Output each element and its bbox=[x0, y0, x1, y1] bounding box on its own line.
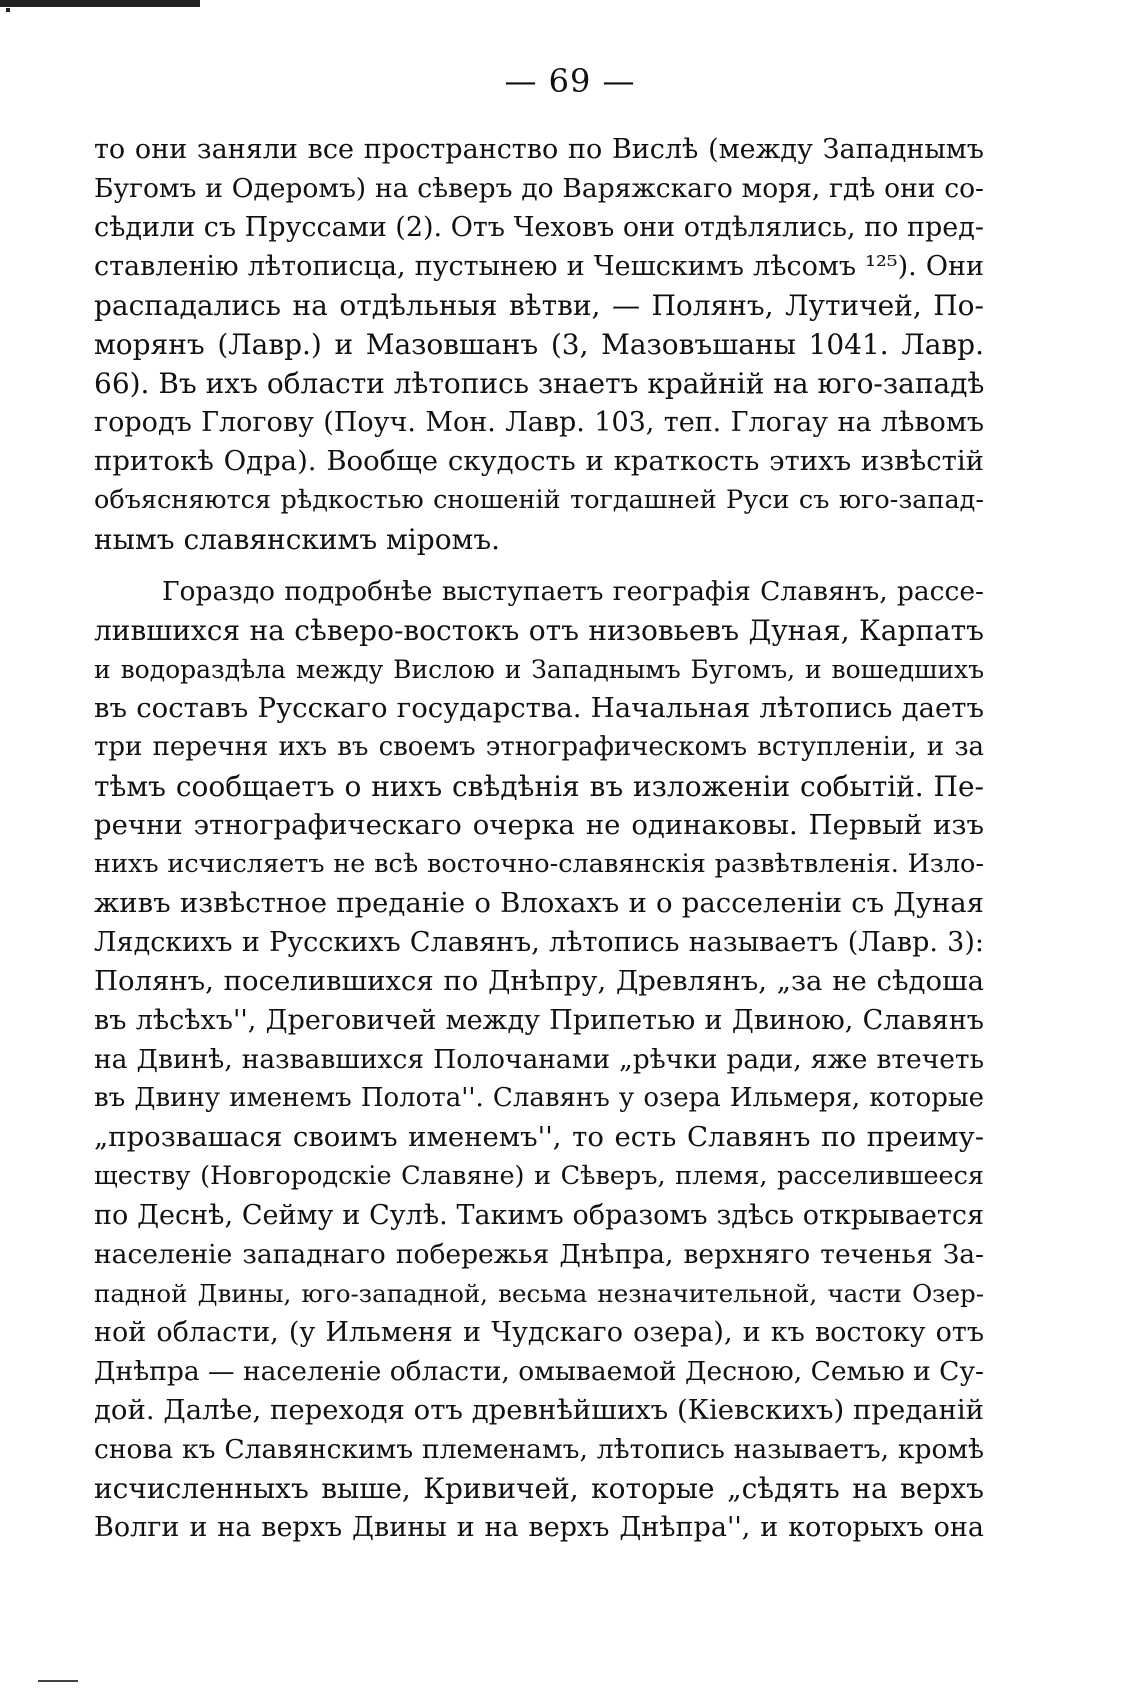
text-line: снова къ Славянскимъ племенамъ, лѣтопись называетъ, кромѣ bbox=[94, 1434, 984, 1465]
text-line: морянъ (Лавр.) и Мазовшанъ (3, Мазовъшаны 1041. Лавр. bbox=[94, 328, 984, 361]
text-line: исчисленныхъ выше, Кривичей, которые „сѣдять на верхъ bbox=[94, 1472, 984, 1505]
scan-edge-mark-bottom bbox=[38, 1680, 78, 1682]
text-line: и водораздѣла между Вислою и Западнымъ Бугомъ, и вошедшихъ bbox=[94, 655, 984, 684]
text-line: лившихся на сѣверо-востокъ отъ низовьевъ Дуная, Карпатъ bbox=[94, 614, 984, 647]
text-line: ной области, (у Ильменя и Чудскаго озера), и къ востоку отъ bbox=[94, 1317, 984, 1348]
text-line: „прозвашася своимъ именемъ'', то есть Славянъ по преиму- bbox=[94, 1121, 984, 1153]
page-number: — 69 — bbox=[504, 62, 636, 100]
text-line: притокѣ Одра). Вообще скудость и краткость этихъ извѣстій bbox=[94, 445, 984, 477]
text-line: сѣдили съ Пруссами (2). Отъ Чеховъ они отдѣлялись, по пред- bbox=[94, 212, 984, 243]
text-line: въ Двину именемъ Полота''. Славянъ у озера Ильмеря, которые bbox=[94, 1083, 984, 1113]
text-line: Полянъ, поселившихся по Днѣпру, Древлянъ, „за не сѣдоша bbox=[94, 965, 984, 997]
scan-speck bbox=[6, 8, 10, 12]
text-line: падной Двины, юго-западной, весьма незначительной, части Озер- bbox=[94, 1279, 984, 1308]
text-line: ставленію лѣтописца, пустынею и Чешскимъ лѣсомъ ¹²⁵). Они bbox=[94, 251, 984, 282]
text-line: речни этнографическаго очерка не одинаковы. Первый изъ bbox=[94, 809, 984, 841]
scan-edge-mark bbox=[0, 0, 200, 7]
text-line: 66). Въ ихъ области лѣтопись знаетъ крайній на юго-западѣ bbox=[94, 367, 984, 400]
text-line: Гораздо подробнѣе выступаетъ географія Славянъ, рассе- bbox=[162, 576, 984, 607]
text-line: то они заняли все пространство по Вислѣ (между Западнымъ bbox=[94, 134, 984, 165]
page-body bbox=[94, 130, 984, 1547]
paragraph-2 bbox=[94, 572, 984, 1547]
text-line: нихъ исчисляетъ не всѣ восточно-славянскія развѣтвленія. Изло- bbox=[94, 849, 984, 879]
text-line: дой. Далѣе, переходя отъ древнѣйшихъ (Кіевскихъ) преданій bbox=[94, 1394, 984, 1426]
text-line: населеніе западнаго побережья Днѣпра, верхняго теченья За- bbox=[94, 1239, 984, 1270]
text-line: живъ извѣстное преданіе о Влохахъ и о расселеніи съ Дуная bbox=[94, 887, 984, 919]
text-line: Бугомъ и Одеромъ) на сѣверъ до Варяжскаго моря, гдѣ они со- bbox=[94, 173, 984, 204]
text-line: по Деснѣ, Сейму и Сулѣ. Такимъ образомъ здѣсь открывается bbox=[94, 1200, 984, 1231]
paragraph-1 bbox=[94, 130, 984, 559]
text-line: нымъ славянскимъ міромъ. bbox=[94, 523, 501, 556]
text-line: въ составъ Русскаго государства. Начальная лѣтопись даетъ bbox=[94, 692, 984, 724]
text-line: Лядскихъ и Русскихъ Славянъ, лѣтопись называетъ (Лавр. 3): bbox=[94, 927, 984, 958]
text-line: тѣмъ сообщаетъ о нихъ свѣдѣнія въ изложеніи событій. Пе- bbox=[94, 770, 984, 803]
text-line: въ лѣсѣхъ'', Дреговичей между Припетью и Двиною, Славянъ bbox=[94, 1005, 984, 1036]
text-line: объясняются рѣдкостью сношеній тогдашней Руси съ юго-запад- bbox=[94, 485, 984, 515]
text-line: Днѣпра — населеніе области, омываемой Десною, Семью и Су- bbox=[94, 1356, 984, 1387]
text-line: распадались на отдѣльныя вѣтви, — Полянъ, Лутичей, По- bbox=[94, 289, 984, 322]
text-line: три перечня ихъ въ своемъ этнографическомъ вступленіи, и за bbox=[94, 732, 984, 762]
text-line: на Двинѣ, назвавшихся Полочанами „рѣчки ради, яже втечеть bbox=[94, 1044, 984, 1075]
text-line: Волги и на верхъ Двины и на верхъ Днѣпра'', и которыхъ она bbox=[94, 1512, 984, 1543]
text-line: городъ Глогову (Поуч. Мон. Лавр. 103, теп. Глогау на лѣвомъ bbox=[94, 407, 984, 438]
text-line: ществу (Новгородскіе Славяне) и Сѣверъ, племя, расселившееся bbox=[94, 1161, 984, 1191]
